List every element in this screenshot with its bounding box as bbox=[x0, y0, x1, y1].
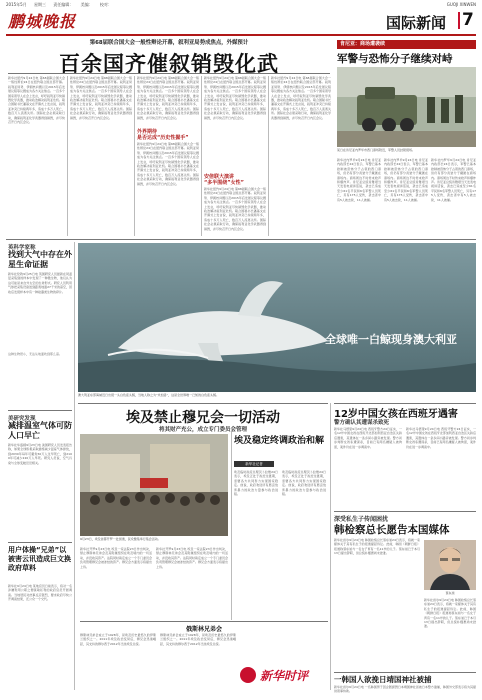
top-meta bbox=[6, 2, 118, 8]
whale-photo-title-box bbox=[325, 332, 470, 382]
proof-credit: 校对： bbox=[99, 2, 112, 7]
egypt-side-headline: 埃及稳定终调政治和解 bbox=[234, 436, 325, 446]
egypt-side-tag: 新华社记者 bbox=[245, 462, 263, 466]
right-rule bbox=[334, 403, 476, 404]
lead-kicker: 第68届联合国大会一般性辩论开幕，叙利亚局势成焦点，外媒预计 bbox=[89, 40, 249, 46]
emissions-section: 美研究发现 bbox=[8, 416, 36, 422]
lead-subhead2b: “多半围绕”女性” bbox=[204, 180, 244, 186]
lead-rule bbox=[8, 73, 330, 74]
lead-body-col3a: 新华社纽约9月24日电 第68届联合国大会一般性辩论24日在纽约联合国总部开幕。叙利亚局势、伊朗核问题以及2015年后发展议程等议题成为各方关注焦点。一百多个国家领导人在会上发言，呼吁叙利亚尽快销毁化学武器，推动政治解决叙利亚危机。联合国秘书长潘基文在开幕式上发言说，叙利亚冲突已持续两年多，造成十多万人死亡，数百万人流离失所。国际社会必须采取行动，确保叙利亚化学武器得到销毁，并尽快召开日内瓦会议。 bbox=[137, 76, 199, 120]
cairo-crowd-image bbox=[80, 434, 228, 536]
korea-headline: 韩检察总长愿告本国媒体 bbox=[334, 524, 450, 536]
spain-subhead: 警方确认其遭谋杀致死 bbox=[334, 420, 390, 426]
brotherhood-body-col2: 穆斯林兄弟会成立于1928年，是埃及历史最悠久的伊斯兰组织之一。2011年埃及政治变局后，穆兄会迅速崛起，其支持的穆尔西于2012年当选埃及总统。 bbox=[160, 633, 236, 646]
lead-subhead2: 安倍联大演讲 bbox=[204, 174, 235, 180]
editor-credit: 责任编辑： bbox=[53, 2, 74, 7]
korea-tag: 深受私生子传闻困扰 bbox=[334, 516, 389, 523]
col-divider bbox=[74, 242, 75, 690]
korea-shrine-body: 新华社首尔9月24日电 一名韩国男子因企图损毁日本靖国神社而被日本警方逮捕，韩国外交部表示将为其提供领事协助。 bbox=[334, 685, 476, 694]
lead-body-col4a: 新华社纽约9月24日电 第68届联合国大会一般性辩论24日在纽约联合国总部开幕。叙利亚局势、伊朗核问题以及2015年后发展议程等议题成为各方关注焦点。一百多个国家领导人在会上发言，呼吁叙利亚尽快销毁化学武器，推动政治解决叙利亚危机。联合国秘书长潘基文在开幕式上发言说，叙利亚冲突已持续两年多，造成十多万人死亡，数百万人流离失所。国际社会必须采取行动，确保叙利亚化学武器得到销毁，并尽快召开日内瓦会议。 bbox=[204, 76, 266, 120]
right-top-headline: 军警与恐怖分子继续对峙 bbox=[337, 53, 453, 65]
whale-photo-title: 全球唯一白鲸现身澳大利亚 bbox=[325, 333, 457, 346]
issue-week: 星期三 bbox=[34, 2, 47, 7]
friend-body: 新华社9月24日电 某地官员日前表示，将对一名涉嫌利用公职之便谋取私利的政府官员开展调查。当地居民对此事反应强烈，要求政府尽快公开调查结果，还公众一个交代。 bbox=[8, 584, 72, 602]
egypt-headline: 埃及禁止穆兄会一切活动 bbox=[126, 410, 280, 426]
design-credit: 美编： bbox=[80, 2, 93, 7]
right-top-body-col1: 新华社内罗毕9月24日电 肯尼亚内政部长24日表示，军警已基本控制被恐怖分子占领的西门商场，但仍有部分武装分子藏匿在商场内。商场周边不时传来枪声和爆炸声。肯尼亚总统肯雅塔当天发表电视讲话说，袭击已造成至少61名平民和6名军警人员死亡，另有175人受伤，袭击者中有5人被击毙，11人被捕。 bbox=[337, 158, 381, 202]
emissions-headline: 减排温室气体可防人口早亡 bbox=[8, 421, 72, 440]
bottom-rule bbox=[80, 621, 328, 622]
col-divider bbox=[201, 76, 202, 236]
spain-body-col2: 新华社马德里9月24日电 西班牙警方24日证实，一名12岁中国女孩在西班牙北部加利西亚自治区失踪后遇害，其遗体在一条乡间小路旁被发现。警方初步判断女孩系遭谋杀，目前已有两名嫌疑人被拘留，案件仍在进一步调查中。 bbox=[406, 427, 476, 449]
whale-caption: 澳大利亚东部海域近日出现一头白色座头鲸，当地人称之为“米加洛”，这是全世界唯一已知的白色座头鲸。 bbox=[78, 393, 220, 397]
spain-headline: 12岁中国女孩在西班牙遇害 bbox=[334, 409, 458, 420]
portrait-image bbox=[424, 540, 476, 590]
masthead-rule bbox=[6, 34, 476, 36]
left-rule bbox=[8, 542, 72, 543]
col-divider bbox=[330, 403, 331, 690]
page-number: 7 bbox=[462, 10, 474, 30]
right-top-body-col2: 新华社内罗毕9月24日电 肯尼亚内政部长24日表示，军警已基本控制被恐怖分子占领的西门商场，但仍有部分武装分子藏匿在商场内。商场周边不时传来枪声和爆炸声。肯尼亚总统肯雅塔当天发表电视讲话说，袭击已造成至少61名平民和6名军警人员死亡，另有175人受伤，袭击者中有5人被击毙，11人被捕。 bbox=[384, 158, 428, 202]
col-divider bbox=[268, 76, 269, 236]
newspaper-logo: 鹏城晚报 bbox=[8, 12, 77, 31]
lead-body-col5: 新华社纽约9月24日电 第68届联合国大会一般性辩论24日在纽约联合国总部开幕。叙利亚局势、伊朗核问题以及2015年后发展议程等议题成为各方关注焦点。一百多个国家领导人在会上发言，呼吁叙利亚尽快销毁化学武器，推动政治解决叙利亚危机。联合国秘书长潘基文在开幕式上发言说，叙利亚冲突已持续两年多，造成十多万人死亡，数百万人流离失所。国际社会必须采取行动，确保叙利亚化学武器得到销毁，并尽快召开日内瓦会议。 bbox=[271, 76, 331, 120]
egypt-body-col1: 新华社开罗9月23日电 埃及一家法院23日作出判决，禁止穆斯林兄弟会及其附属组织在埃及境内的一切活动，并没收其资产。法院同时裁定成立一个专门委员会负责管理穆兄会被冻结的资产。穆兄会方面表示将提出上诉。 bbox=[80, 547, 152, 569]
right-top-tag: 肯尼亚：商场遭袭续 bbox=[340, 41, 386, 47]
issue-date: 2015年5月 bbox=[6, 2, 27, 7]
xinhua-promo bbox=[240, 660, 328, 690]
korea-portrait bbox=[424, 540, 476, 590]
mid-rule bbox=[78, 403, 328, 404]
egypt-caption: 9月23日，埃及首都开罗一处街道，民众聚集举行集会活动。 bbox=[80, 537, 161, 541]
egypt-body-col2: 新华社开罗9月23日电 埃及一家法院23日作出判决，禁止穆斯林兄弟会及其附属组织在埃及境内的一切活动，并没收其资产。法院同时裁定成立一个专门委员会负责管理穆兄会被冻结的资产。穆兄会方面表示将提出上诉。 bbox=[156, 547, 228, 569]
egypt-photo bbox=[80, 434, 228, 536]
egypt-side-col2: 埃及临时政府总理贝卜拉维24日表示，埃及正处于政治过渡期，需要各方共同努力实现国家稳定。他说，政府欢迎所有愿意放弃暴力的政治力量参与政治进程。 bbox=[282, 470, 326, 497]
science-headline: 找到大气中存在外星生命证据 bbox=[8, 250, 72, 269]
brotherhood-body-col1: 穆斯林兄弟会成立于1928年，是埃及历史最悠久的伊斯兰组织之一。2011年埃及政治变局后，穆兄会迅速崛起，其支持的穆尔西于2012年当选埃及总统。 bbox=[80, 633, 156, 646]
friend-headline: 用户体操“兄弟”以被害云讯造成巨文换政府草料 bbox=[8, 546, 71, 572]
section-rule bbox=[6, 239, 476, 240]
korea-portrait-caption: 蔡东旭 bbox=[445, 591, 455, 595]
egypt-side-tagbox bbox=[234, 461, 274, 467]
korea-body: 新华社首尔9月24日电 韩国检察总长蔡东旭24日表示，将就一家媒体关于其有私生子的报道提起诉讼。此前，韩国《朝鲜日报》报道称蔡东旭与一名女子育有一名11岁的儿子。蔡东旭已于本月13日提出辞职，但总统朴槿惠尚未批准。 bbox=[334, 538, 420, 556]
science-section: 英科学家称 bbox=[8, 245, 36, 251]
spain-body-col1: 新华社马德里9月24日电 西班牙警方24日证实，一名12岁中国女孩在西班牙北部加利西亚自治区失踪后遇害，其遗体在一条乡间小路旁被发现。警方初步判断女孩系遭谋杀，目前已有两名嫌疑人被拘留，案件仍在进一步调查中。 bbox=[334, 427, 402, 449]
col-divider bbox=[134, 76, 135, 236]
col-divider bbox=[67, 76, 68, 236]
soldiers-vehicle-image bbox=[337, 67, 476, 147]
lead-headline: 百余国齐催叙销毁化武 bbox=[59, 52, 279, 76]
lead-subhead1b: 是否达成“历史性握手” bbox=[137, 135, 189, 141]
science-body-cont: 这种生物很小，无法从地面吹到那么高。 bbox=[8, 352, 63, 356]
korea-body-cont: 新华社首尔9月24日电 韩国检察总长蔡东旭24日表示，将就一家媒体关于其有私生子的报道提起诉讼。此前，韩国《朝鲜日报》报道称蔡东旭与一名女子育有一名11岁的儿子。蔡东旭已于本月13日提出辞职，但总统朴槿惠尚未批准。 bbox=[424, 598, 476, 629]
lead-body-col2: 新华社纽约9月24日电 第68届联合国大会一般性辩论24日在纽约联合国总部开幕。叙利亚局势、伊朗核问题以及2015年后发展议程等议题成为各方关注焦点。一百多个国家领导人在会上发言，呼吁叙利亚尽快销毁化学武器，推动政治解决叙利亚危机。联合国秘书长潘基文在开幕式上发言说，叙利亚冲突已持续两年多，造成十多万人死亡，数百万人流离失所。国际社会必须采取行动，确保叙利亚化学武器得到销毁，并尽快召开日内瓦会议。 bbox=[70, 76, 132, 120]
masthead bbox=[0, 0, 482, 36]
xinhua-promo-label: 新华时评 bbox=[260, 668, 309, 683]
right-top-body-col3: 新华社内罗毕9月24日电 肯尼亚内政部长24日表示，军警已基本控制被恐怖分子占领的西门商场，但仍有部分武装分子藏匿在商场内。商场周边不时传来枪声和爆炸声。肯尼亚总统肯雅塔当天发表电视讲话说，袭击已造成至少61名平民和6名军警人员死亡，另有175人受伤，袭击者中有5人被击毙，11人被捕。 bbox=[431, 158, 476, 202]
lead-body-col4b: 新华社纽约9月24日电 第68届联合国大会一般性辩论24日在纽约联合国总部开幕。叙利亚局势、伊朗核问题以及2015年后发展议程等议题成为各方关注焦点。一百多个国家领导人在会上发言，呼吁叙利亚尽快销毁化学武器，推动政治解决叙利亚危机。联合国秘书长潘基文在开幕式上发言说，叙利亚冲突已持续两年多，造成十多万人死亡，数百万人流离失所。国际社会必须采取行动，确保叙利亚化学武器得到销毁，并尽快召开日内瓦会议。 bbox=[204, 187, 266, 231]
section-title: 国际新闻 bbox=[386, 14, 447, 32]
col-divider bbox=[231, 432, 232, 620]
brotherhood-headline: 俄斯林兄弟会 bbox=[185, 626, 222, 633]
egypt-side-col1: 埃及临时政府总理贝卜拉维24日表示，埃及正处于政治过渡期，需要各方共同努力实现国家稳定。他说，政府欢迎所有愿意放弃暴力的政治力量参与政治进程。 bbox=[234, 470, 278, 497]
lead-body-col3b: 新华社纽约9月24日电 第68届联合国大会一般性辩论24日在纽约联合国总部开幕。叙利亚局势、伊朗核问题以及2015年后发展议程等议题成为各方关注焦点。一百多个国家领导人在会上发言，呼吁叙利亚尽快销毁化学武器，推动政治解决叙利亚危机。联合国秘书长潘基文在开幕式上发言说，叙利亚冲突已持续两年多，造成十多万人死亡，数百万人流离失所。国际社会必须采取行动，确保叙利亚化学武器得到销毁，并尽快召开日内瓦会议。 bbox=[137, 142, 199, 186]
korea-shrine-headline: 一韩国人欲挽日靖国神社被捕 bbox=[334, 675, 432, 684]
section-pinyin: GUOJI XINWEN bbox=[446, 2, 476, 7]
egypt-subhead: 将其财产充公，成立专门委员会管理 bbox=[158, 427, 247, 433]
section-divider bbox=[458, 12, 460, 29]
science-body: 新华社伦敦9月25日电 英国研究人员最新在同温层采集到的样本中发现了一种微生物，他们认为这可能是来自外太空的生命形式。研究人员利用气球把采集设备送到距离地面27千米的高空，回收后发现样本中有一种硅藻类生物的碎片。 bbox=[8, 272, 72, 294]
right-top-tagbar bbox=[337, 40, 476, 49]
emissions-body: 新华社华盛顿9月23日电 美国研究人员发表报告称，如果全球积极采取措施减少温室气体排放，到2030年每年可避免50万人过早死亡，到2100年可减少220万人早死。研究人员说，空气污染与全球变暖息息相关。 bbox=[8, 443, 72, 465]
right-top-caption: 某日在肯尼亚内罗毕市西门商场附近，军警人员封锁现场。 bbox=[337, 148, 416, 152]
xinhua-logo-icon bbox=[240, 667, 256, 683]
lead-body-col1: 新华社纽约9月24日电 第68届联合国大会一般性辩论24日在纽约联合国总部开幕。叙利亚局势、伊朗核问题以及2015年后发展议程等议题成为各方关注焦点。一百多个国家领导人在会上发言，呼吁叙利亚尽快销毁化学武器，推动政治解决叙利亚危机。联合国秘书长潘基文在开幕式上发言说，叙利亚冲突已持续两年多，造成十多万人死亡，数百万人流离失所。国际社会必须采取行动，确保叙利亚化学武器得到销毁，并尽快召开日内瓦会议。 bbox=[8, 76, 65, 125]
right-rule bbox=[334, 511, 476, 512]
right-rule bbox=[334, 672, 476, 673]
left-rule bbox=[8, 410, 72, 411]
right-top-photo bbox=[337, 67, 476, 147]
lead-subhead1: 外界期待 bbox=[137, 129, 158, 135]
